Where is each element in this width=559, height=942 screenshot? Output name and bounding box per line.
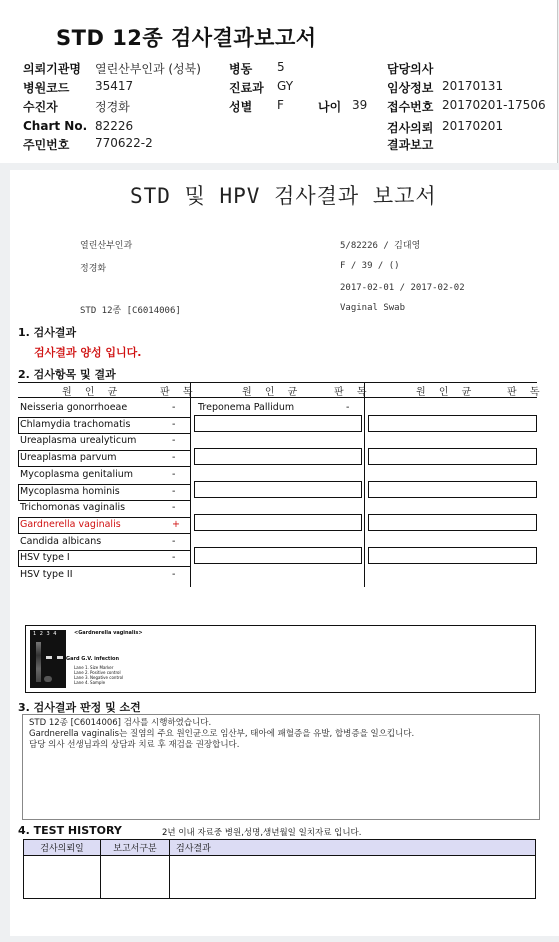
pathogen-result: - <box>172 402 176 413</box>
hospital-code-label: 병원코드 <box>23 81 70 95</box>
pathogen-result: - <box>172 418 176 430</box>
history-note: 2년 이내 자료중 병원,성명,생년월일 일치자료 입니다. <box>162 828 362 838</box>
gel-infection-label: Gard G.V. infection <box>66 656 120 662</box>
pathogen-name: Neisseria gonorrhoeae <box>20 402 128 413</box>
gel-band <box>57 656 63 659</box>
empty-cell <box>194 415 362 432</box>
treponema-result: - <box>346 402 350 413</box>
age-label: 나이 <box>318 100 342 114</box>
gel-legend-item: Lane 1. Size Marker <box>74 665 114 670</box>
pathogen-name: Trichomonas vaginalis <box>20 502 126 514</box>
empty-cell <box>368 514 537 531</box>
col2-judge-header: 판 독 <box>334 387 372 398</box>
treponema-name: Treponema Pallidum <box>198 402 295 413</box>
pathogen-name: Mycoplasma hominis <box>20 485 120 497</box>
info-patient: 정경화 <box>80 264 107 274</box>
empty-cell <box>368 415 537 432</box>
comment-box <box>22 714 540 820</box>
pathogen-result: - <box>172 535 176 547</box>
gel-title: <Gardnerella vaginalis> <box>74 630 143 636</box>
positive-result-text: 검사결과 양성 입니다. <box>34 346 142 359</box>
history-cell <box>24 856 101 899</box>
history-cell <box>101 856 170 899</box>
gel-band <box>46 656 52 659</box>
pathogen-name: Chlamydia trachomatis <box>20 418 131 430</box>
col2-pathogen-header: 원 인 균 <box>242 387 303 398</box>
request-date-label: 검사의뢰 <box>387 121 434 135</box>
patient-value: 정경화 <box>95 100 130 114</box>
gel-legend <box>74 665 123 685</box>
pathogen-name: Mycoplasma genitalium <box>20 468 134 480</box>
pathogen-result: - <box>172 485 176 497</box>
ward-label: 병동 <box>229 62 253 76</box>
info-chart-doctor: 5/82226 / 김대영 <box>340 241 421 251</box>
comment-line: Gardnerella vaginalis는 질염의 주요 원인균으로 임산부, 태아에 패혈증을 유발, 합병증을 일으킵니다. <box>29 729 415 739</box>
test-history-table <box>23 839 536 899</box>
section1-title: 1. 검사결과 <box>18 326 77 339</box>
pathogen-result: - <box>172 569 176 580</box>
receipt-no-label: 접수번호 <box>387 100 434 114</box>
info-sex-age: F / 39 / () <box>340 261 400 271</box>
section3-title: 3. 검사결과 판정 및 소견 <box>18 701 141 714</box>
gel-lane-numbers: 1 2 3 4 <box>33 631 58 637</box>
info-specimen: Vaginal Swab <box>340 303 406 313</box>
section4-title: 4. TEST HISTORY <box>18 824 122 837</box>
institution-value: 열린산부인과 (성북) <box>95 62 201 76</box>
empty-cell <box>194 448 362 465</box>
history-col-report-type: 보고서구분 <box>101 840 170 856</box>
gel-marker-lane <box>36 642 41 682</box>
info-dates: 2017-02-01 / 2017-02-02 <box>340 283 465 293</box>
pathogen-name: HSV type II <box>20 569 73 580</box>
history-col-result: 검사결과 <box>170 840 536 856</box>
doctor-label: 담당의사 <box>387 62 434 76</box>
comment-line: STD 12종 [C6014006] 검사를 시행하였습니다. <box>29 718 212 728</box>
pathogen-result: + <box>172 518 180 530</box>
pathogen-result: - <box>172 552 176 564</box>
institution-label: 의뢰기관명 <box>23 62 81 76</box>
department-label: 진료과 <box>229 81 264 95</box>
chart-no-value: 82226 <box>95 119 134 133</box>
empty-cell <box>194 514 362 531</box>
pathogen-name: Ureaplasma urealyticum <box>20 435 137 447</box>
gel-legend-item: Lane 2. Positive control <box>74 670 121 675</box>
col-divider-2 <box>364 382 365 587</box>
patient-label: 수진자 <box>23 100 58 114</box>
resident-no-label: 주민번호 <box>23 138 70 152</box>
history-col-request-date: 검사의뢰일 <box>24 840 101 856</box>
report-date-label: 결과보고 <box>387 138 434 152</box>
pathogen-result: - <box>172 435 176 447</box>
col3-judge-header: 판 독 <box>507 387 545 398</box>
report-title: STD 및 HPV 검사결과 보고서 <box>130 184 437 208</box>
pathogen-name: Gardnerella vaginalis <box>20 518 121 530</box>
age-value: 39 <box>352 98 368 112</box>
clinical-info-label: 임상정보 <box>387 81 434 95</box>
report-header <box>0 0 558 163</box>
empty-cell <box>194 481 362 498</box>
pathogen-result: - <box>172 502 176 514</box>
gel-legend-item: Lane 3. Negative control <box>74 675 124 680</box>
empty-cell <box>368 481 537 498</box>
empty-cell <box>194 547 362 564</box>
hospital-code-value: 35417 <box>95 79 134 93</box>
ward-value: 5 <box>277 60 285 74</box>
col1-pathogen-header: 원 인 균 <box>62 387 123 398</box>
section2-title: 2. 검사항목 및 결과 <box>18 368 116 381</box>
resident-no-value: 770622-2 <box>95 136 153 150</box>
comment-line: 담당 의사 선생님과의 상담과 치료 후 재검을 권장합니다. <box>29 740 240 750</box>
pathogen-name: Ureaplasma parvum <box>20 452 117 464</box>
gel-primer <box>44 676 52 682</box>
sex-label: 성별 <box>229 100 253 114</box>
chart-no-label: Chart No. <box>23 119 88 133</box>
clinical-info-value: 20170131 <box>442 79 504 93</box>
pathogen-name: HSV type I <box>20 552 70 564</box>
col3-pathogen-header: 원 인 균 <box>416 387 477 398</box>
receipt-no-value: 20170201-17506 <box>442 98 546 112</box>
info-clinic: 열린산부인과 <box>80 241 133 251</box>
gel-image <box>30 630 66 688</box>
pathogen-result: - <box>172 468 176 480</box>
col1-judge-header: 판 독 <box>160 387 198 398</box>
report-page <box>10 170 559 936</box>
header-title: STD 12종 검사결과보고서 <box>56 26 317 50</box>
request-date-value: 20170201 <box>442 119 504 133</box>
gel-electrophoresis-figure <box>25 625 536 693</box>
pathogen-result: - <box>172 452 176 464</box>
empty-cell <box>368 547 537 564</box>
pathogen-name: Candida albicans <box>20 535 102 547</box>
info-test-code: STD 12종 [C6014006] <box>80 306 181 316</box>
department-value: GY <box>277 79 294 93</box>
history-cell <box>170 856 536 899</box>
gel-legend-item: Lane 4. Sample <box>74 680 106 685</box>
sex-value: F <box>277 98 284 112</box>
empty-cell <box>368 448 537 465</box>
